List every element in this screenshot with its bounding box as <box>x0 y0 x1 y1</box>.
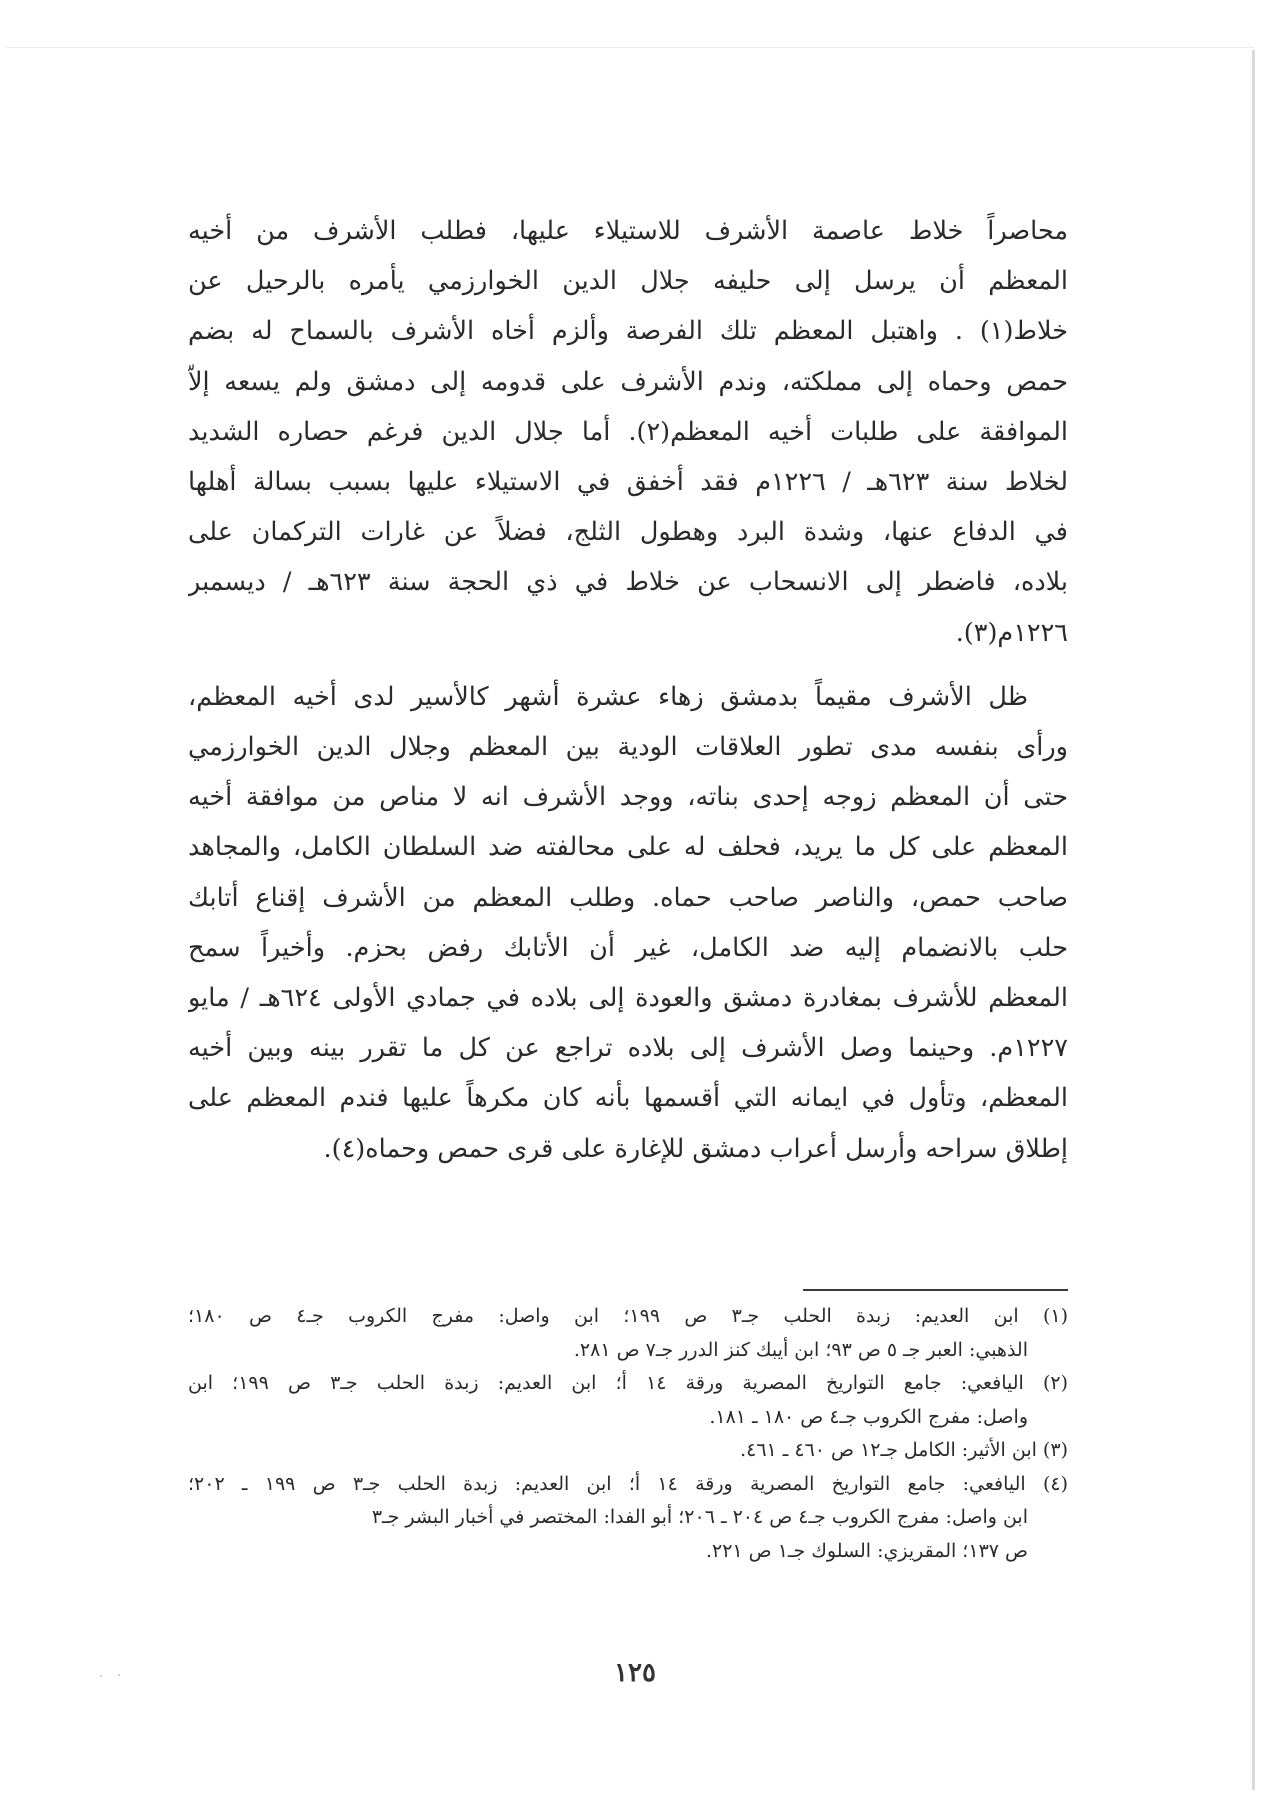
text-line: بلاده، فاضطر إلى الانسحاب عن خلاط في ذي الحجة سنة ٦٢٣هـ / ديسمبر <box>188 567 1068 598</box>
text-line: ١٢٢٦م(٣). <box>955 617 1068 648</box>
scan-speck <box>100 1675 102 1677</box>
text-line: الموافقة على طلبات أخيه المعظم(٢). أما جلال الدين فرغم حصاره الشديد <box>188 416 1068 447</box>
paragraph-2 <box>188 672 1068 1174</box>
text-line: المعظم أن يرسل إلى حليفه جلال الدين الخوارزمي يأمره بالرحيل عن <box>188 266 1068 297</box>
text-line: لخلاط سنة ٦٢٣هـ / ١٢٢٦م فقد أخفق في الاستيلاء عليها بسبب بسالة أهلها <box>188 467 1068 498</box>
text-line: المعظم على كل ما يريد، فحلف له على محالفته ضد السلطان الكامل، والمجاهد <box>188 832 1068 863</box>
footnote-line: واصل: مفرج الكروب جـ٤ ص ١٨٠ ـ ١٨١. <box>709 1405 1028 1428</box>
page-number: ١٢٥ <box>614 1658 656 1688</box>
text-line: صاحب حمص، والناصر صاحب حماه. وطلب المعظم من الأشرف إقناع أتابك <box>188 882 1068 913</box>
footnote-3 <box>188 1434 1068 1468</box>
text-line: ظل الأشرف مقيماً بدمشق زهاء عشرة أشهر كالأسير لدى أخيه المعظم، <box>188 681 1028 712</box>
text-line: محاصراً خلاط عاصمة الأشرف للاستيلاء عليها، فطلب الأشرف من أخيه <box>188 216 1068 246</box>
scan-speck <box>118 1674 120 1676</box>
text-line: المعظم للأشرف بمغادرة دمشق والعودة إلى بلاده في جمادي الأولى ٦٢٤هـ / مايو <box>188 983 1068 1014</box>
footnote-line: (٣) ابن الأثير: الكامل جـ١٢ ص ٤٦٠ ـ ٤٦١. <box>740 1439 1068 1461</box>
text-line: حتى أن المعظم زوجه إحدى بناته، ووجد الأشرف انه لا مناص من موافقة أخيه <box>188 782 1068 813</box>
text-line: حلب بالانضمام إليه ضد الكامل، غير أن الأتابك رفض بحزم. وأخيراً سمح <box>188 932 1068 963</box>
text-line: ورأى بنفسه مدى تطور العلاقات الودية بين المعظم وجلال الدين الخوارزمي <box>188 732 1068 763</box>
text-line: في الدفاع عنها، وشدة البرد وهطول الثلج، فضلاً عن غارات التركمان على <box>188 517 1068 548</box>
footnote-line: الذهبي: العبر جـ ٥ ص ٩٣؛ ابن أيبك كنز الدرر جـ٧ ص ٢٨١. <box>573 1338 1028 1361</box>
footnote-line: (١) ابن العديم: زبدة الحلب جـ٣ ص ١٩٩؛ ابن واصل: مفرج الكروب جـ٤ ص ١٨٠؛ <box>188 1305 1068 1327</box>
text-line: إطلاق سراحه وأرسل أعراب دمشق للإغارة على قرى حمص وحماه(٤). <box>323 1133 1068 1164</box>
footnote-line: ص ١٣٧؛ المقريزي: السلوك جـ١ ص ٢٢١. <box>705 1539 1028 1562</box>
text-line: المعظم، وتأول في ايمانه التي أقسمها بأنه كان مكرهاً عليها فندم المعظم على <box>188 1083 1068 1114</box>
footnote-line: (٢) اليافعي: جامع التواريخ المصرية ورقة ١٤ أ؛ ابن العديم: زبدة الحلب جـ٣ ص ١٩٩؛ ابن <box>188 1372 1068 1394</box>
scan-right-edge <box>1252 50 1255 1790</box>
paragraph-1 <box>188 206 1068 658</box>
footnote-separator <box>803 1289 1068 1291</box>
footnote-1 <box>188 1300 1068 1367</box>
main-text <box>188 206 1068 1174</box>
footnote-line: (٤) اليافعي: جامع التواريخ المصرية ورقة ١٤ أ؛ ابن العديم: زبدة الحلب جـ٣ ص ١٩٩ ـ ٢٠٢؛ <box>188 1472 1068 1495</box>
footnote-line: ابن واصل: مفرج الكروب جـ٤ ص ٢٠٤ ـ ٢٠٦؛ أبو الفدا: المختصر في أخبار البشر جـ٣ <box>371 1506 1028 1528</box>
footnote-2 <box>188 1367 1068 1434</box>
text-line: حمص وحماه إلى مملكته، وندم الأشرف على قدومه إلى دمشق ولم يسعه إلاّ <box>188 366 1068 397</box>
footnote-4 <box>188 1468 1068 1569</box>
text-line: ١٢٢٧م. وحينما وصل الأشرف إلى بلاده تراجع عن كل ما تقرر بينه وبين أخيه <box>188 1033 1068 1064</box>
scan-top-edge <box>6 47 1254 48</box>
text-line: خلاط(١) . واهتبل المعظم تلك الفرصة وألزم أخاه الأشرف بالسماح له بضم <box>188 316 1068 347</box>
footnotes <box>188 1300 1068 1568</box>
